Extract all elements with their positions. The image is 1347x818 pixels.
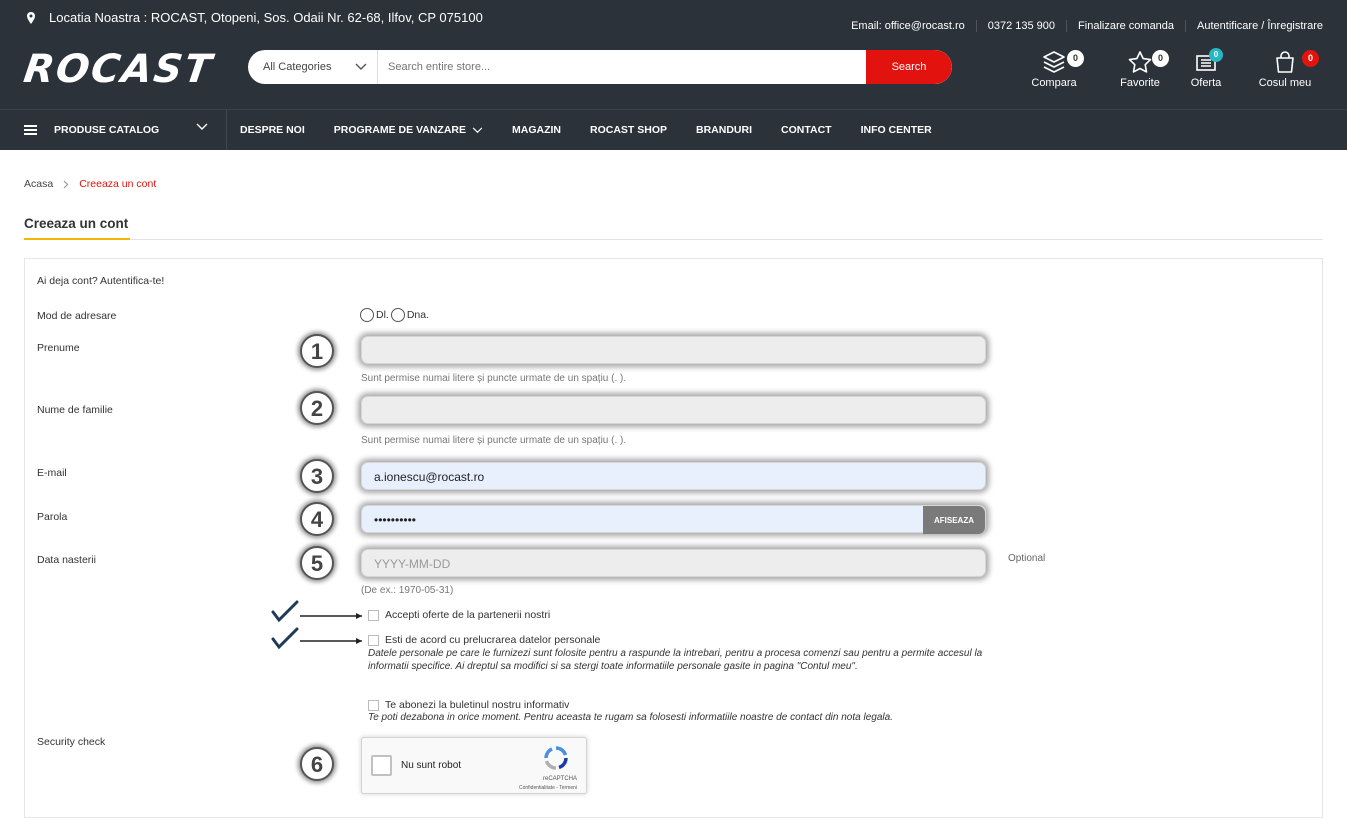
search-input[interactable] (378, 50, 866, 84)
compare-count: 0 (1067, 50, 1084, 67)
show-password-button[interactable]: AFISEAZA (923, 506, 985, 534)
annotation-5: 5 (300, 546, 334, 580)
security-check-label: Security check (37, 736, 106, 748)
nav-item-branduri[interactable]: BRANDURI (696, 124, 753, 136)
title-underline (24, 238, 130, 240)
compare-button[interactable] (1022, 50, 1086, 89)
nav-item-despre-noi[interactable]: DESPRE NOI (240, 124, 305, 136)
email-label: E-mail (37, 467, 67, 479)
offer-button[interactable] (1174, 50, 1238, 89)
annotation-6: 6 (300, 747, 334, 781)
phone-link[interactable]: 0372 135 900 (976, 20, 1055, 32)
favorites-label: Favorite (1120, 77, 1160, 89)
favorites-count: 0 (1152, 50, 1169, 67)
recaptcha-brand: reCAPTCHA (542, 776, 577, 782)
offer-label: Oferta (1190, 77, 1222, 89)
title-divider (24, 239, 1323, 240)
annotation-3: 3 (300, 459, 334, 493)
nav-item-info-center[interactable]: INFO CENTER (860, 124, 932, 136)
search-bar (248, 50, 952, 84)
newsletter-info: Te poti dezabona in orice moment. Pentru aceasta te rugam sa folosesti informatiile noastre de contact din nota legala. (368, 712, 893, 723)
last-name-hint: Sunt permise numai litere și puncte urmate de un spațiu (. ). (361, 435, 627, 446)
annotation-4: 4 (300, 502, 334, 536)
catalog-menu[interactable] (24, 110, 227, 150)
radio-dna-label: Dna. (406, 309, 430, 321)
cart-button[interactable] (1253, 50, 1317, 89)
newsletter-checkbox[interactable] (368, 700, 379, 711)
checkmark-arrow-icon (270, 627, 370, 653)
hamburger-icon (24, 125, 37, 135)
password-field[interactable] (361, 505, 986, 533)
data-consent-info: Datele personale pe care le furnizezi sunt folosite pentru a raspunde la intrebari, pentru a procesa comenzi sau pentru a permite accesul la informatii specifice. Ai dreptul sa modifici si sa stergi toate informatiile personale gasite in pagina "Contul meu". (368, 648, 983, 672)
chevron-down-icon (196, 123, 208, 131)
logo[interactable]: ROCAST (20, 47, 216, 92)
last-name-field[interactable] (361, 396, 986, 424)
main-header (0, 36, 1347, 109)
birthdate-label: Data nasterii (37, 554, 96, 566)
first-name-field[interactable] (361, 336, 986, 364)
data-consent-label: Esti de acord cu prelucrarea datelor personale (385, 634, 601, 646)
catalog-label: PRODUSE CATALOG (54, 124, 160, 136)
breadcrumb-home[interactable]: Acasa (24, 178, 54, 190)
breadcrumb (24, 178, 156, 190)
password-value: •••••••••• (374, 513, 417, 527)
data-consent-checkbox[interactable] (368, 635, 379, 646)
category-label: All Categories (263, 61, 332, 73)
radio-dl-label: Dl. (376, 309, 389, 321)
cart-label: Cosul meu (1258, 77, 1312, 89)
recaptcha-checkbox[interactable] (371, 755, 392, 776)
compare-label: Compara (1031, 77, 1077, 89)
annotation-2: 2 (300, 391, 334, 425)
recaptcha-label: Nu sunt robot (401, 760, 462, 771)
email-field[interactable] (361, 462, 986, 490)
password-label: Parola (37, 511, 68, 523)
radio-dl[interactable] (360, 308, 374, 322)
salutation-label: Mod de adresare (37, 310, 117, 322)
offer-count: 0 (1209, 48, 1223, 62)
email-link[interactable]: Email: office@rocast.ro (851, 20, 965, 32)
last-name-label: Nume de familie (37, 404, 113, 416)
radio-dna[interactable] (391, 308, 405, 322)
map-pin-icon (26, 12, 36, 24)
birthdate-field[interactable] (361, 549, 986, 577)
breadcrumb-current: Creeaza un cont (79, 178, 157, 190)
recaptcha-widget (361, 737, 587, 794)
recaptcha-logo-icon (543, 745, 569, 771)
top-bar (0, 0, 1347, 36)
checkmark-arrow-icon (270, 600, 370, 626)
top-links (851, 20, 1323, 32)
salutation-radios (360, 308, 429, 322)
birthdate-placeholder: YYYY-MM-DD (374, 557, 451, 571)
partner-offers-checkbox[interactable] (368, 610, 379, 621)
location-text: Locatia Noastra : ROCAST, Otopeni, Sos. Odaii Nr. 62-68, Ilfov, CP 075100 (49, 10, 483, 25)
favorites-button[interactable] (1108, 50, 1172, 89)
birthdate-hint: (De ex.: 1970-05-31) (361, 585, 454, 596)
category-select[interactable] (248, 50, 378, 84)
birthdate-optional: Optional (1008, 553, 1046, 564)
nav-item-rocast-shop[interactable]: ROCAST SHOP (590, 124, 668, 136)
login-prompt[interactable]: Ai deja cont? Autentifica-te! (37, 275, 165, 287)
partner-offers-label: Accepti oferte de la partenerii nostri (385, 609, 551, 621)
first-name-label: Prenume (37, 342, 80, 354)
nav-item-label: PROGRAME DE VANZARE (333, 124, 466, 136)
checkout-link[interactable]: Finalizare comanda (1066, 20, 1174, 32)
search-button[interactable]: Search (866, 50, 952, 84)
nav-item-magazin[interactable]: MAGAZIN (512, 124, 561, 136)
auth-link[interactable]: Autentificare / Înregistrare (1185, 20, 1323, 32)
chevron-down-icon (355, 63, 367, 71)
chevron-right-icon (63, 180, 69, 189)
location-info (26, 10, 483, 25)
newsletter-label: Te abonezi la buletinul nostru informativ (385, 699, 570, 711)
recaptcha-terms[interactable]: Confidentialitate - Termeni (519, 785, 577, 791)
shopping-bag-icon (1272, 50, 1298, 74)
nav-item-programe[interactable] (334, 124, 483, 136)
nav-item-contact[interactable]: CONTACT (781, 124, 832, 136)
chevron-down-icon (472, 127, 483, 134)
main-nav (0, 109, 1347, 150)
cart-count: 0 (1302, 50, 1319, 67)
star-icon (1127, 50, 1153, 74)
page-title: Creeaza un cont (24, 216, 129, 231)
nav-items (240, 110, 961, 150)
layers-icon (1041, 50, 1067, 74)
annotation-1: 1 (300, 334, 334, 368)
email-value: a.ionescu@rocast.ro (374, 470, 485, 484)
first-name-hint: Sunt permise numai litere și puncte urmate de un spațiu (. ). (361, 373, 627, 384)
